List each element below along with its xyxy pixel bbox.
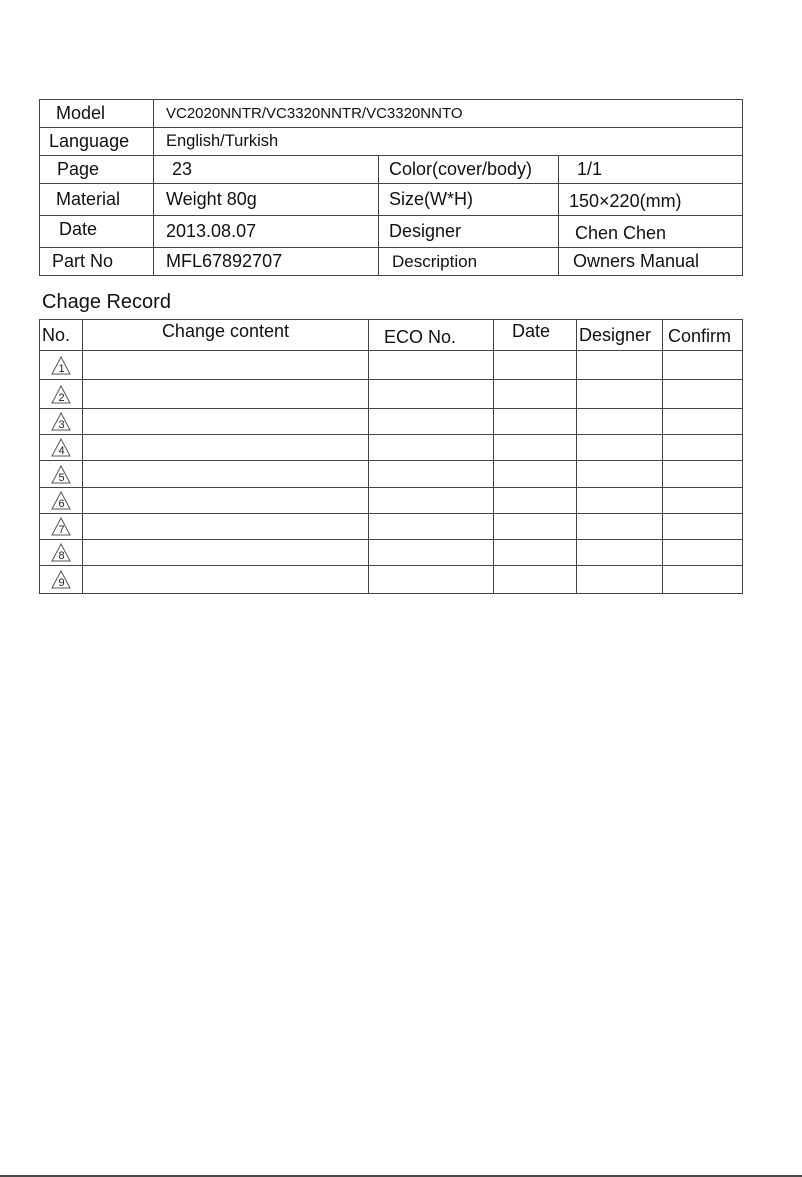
svg-text:7: 7 [58, 524, 65, 536]
content-cell [83, 514, 369, 540]
revision-triangle-icon [40, 540, 82, 565]
language-row [40, 128, 743, 156]
revision-triangle-icon [40, 461, 82, 487]
revision-number-cell [40, 435, 83, 461]
svg-text:8: 8 [58, 550, 65, 562]
change-record-row [40, 514, 743, 540]
date-cell [494, 566, 577, 594]
eco-cell [369, 488, 494, 514]
designer-cell [577, 488, 663, 514]
date-value: 2013.08.07 [154, 216, 379, 248]
confirm-cell [663, 409, 743, 435]
header-no: No. [40, 320, 83, 351]
designer-cell [577, 566, 663, 594]
designer-cell [577, 409, 663, 435]
eco-cell [369, 514, 494, 540]
date-cell [494, 351, 577, 380]
language-value: English/Turkish [154, 128, 743, 156]
header-date: Date [494, 320, 577, 351]
svg-text:6: 6 [58, 498, 65, 510]
revision-triangle-icon [40, 514, 82, 539]
confirm-cell [663, 566, 743, 594]
header-designer: Designer [577, 320, 663, 351]
confirm-cell [663, 540, 743, 566]
revision-number-cell [40, 488, 83, 514]
change-record-row [40, 351, 743, 380]
language-label: Language [40, 128, 154, 156]
eco-cell [369, 540, 494, 566]
page-label: Page [40, 156, 154, 184]
confirm-cell [663, 461, 743, 488]
content-cell [83, 409, 369, 435]
part-no-label: Part No [40, 248, 154, 276]
header-confirm: Confirm [663, 320, 743, 351]
change-record-title: Chage Record [42, 291, 171, 313]
content-cell [83, 566, 369, 594]
content-cell [83, 380, 369, 409]
content-cell [83, 435, 369, 461]
model-value: VC2020NNTR/VC3320NNTR/VC3320NNTO [154, 100, 743, 128]
color-label: Color(cover/body) [379, 156, 559, 184]
date-cell [494, 461, 577, 488]
revision-number-cell [40, 514, 83, 540]
size-value: 150×220(mm) [559, 184, 743, 216]
material-row [40, 184, 743, 216]
revision-triangle-icon [40, 488, 82, 513]
svg-text:9: 9 [58, 577, 65, 589]
change-record-table [39, 319, 743, 594]
eco-cell [369, 351, 494, 380]
model-row [40, 100, 743, 128]
date-cell [494, 409, 577, 435]
svg-text:5: 5 [58, 471, 65, 484]
revision-triangle-icon [40, 435, 82, 460]
confirm-cell [663, 514, 743, 540]
material-value: Weight 80g [154, 184, 379, 216]
eco-cell [369, 566, 494, 594]
date-cell [494, 435, 577, 461]
change-record-row [40, 566, 743, 594]
eco-cell [369, 435, 494, 461]
change-record-row [40, 409, 743, 435]
revision-number-cell [40, 409, 83, 435]
content-cell [83, 351, 369, 380]
designer-cell [577, 514, 663, 540]
svg-text:1: 1 [58, 362, 65, 375]
change-record-row [40, 380, 743, 409]
svg-text:4: 4 [58, 445, 65, 457]
content-cell [83, 461, 369, 488]
revision-number-cell [40, 351, 83, 380]
confirm-cell [663, 380, 743, 409]
change-record-header-row [40, 320, 743, 351]
color-value: 1/1 [559, 156, 743, 184]
designer-cell [577, 351, 663, 380]
revision-number-cell [40, 566, 83, 594]
revision-number-cell [40, 380, 83, 409]
change-record-row [40, 461, 743, 488]
designer-label: Designer [379, 216, 559, 248]
date-cell [494, 488, 577, 514]
content-cell [83, 540, 369, 566]
change-record-row [40, 435, 743, 461]
designer-cell [577, 540, 663, 566]
svg-text:2: 2 [58, 391, 65, 404]
svg-text:3: 3 [58, 419, 65, 431]
date-label: Date [40, 216, 154, 248]
page-row [40, 156, 743, 184]
confirm-cell [663, 351, 743, 380]
designer-value: Chen Chen [559, 216, 743, 248]
description-value: Owners Manual [559, 248, 743, 276]
revision-triangle-icon [40, 380, 82, 408]
eco-cell [369, 380, 494, 409]
eco-cell [369, 409, 494, 435]
revision-triangle-icon [40, 351, 82, 379]
designer-cell [577, 435, 663, 461]
eco-cell [369, 461, 494, 488]
change-record-row [40, 488, 743, 514]
model-label: Model [40, 100, 154, 128]
part-no-value: MFL67892707 [154, 248, 379, 276]
header-change-content: Change content [83, 320, 369, 351]
page-value: 23 [154, 156, 379, 184]
revision-number-cell [40, 540, 83, 566]
confirm-cell [663, 488, 743, 514]
date-cell [494, 380, 577, 409]
revision-triangle-icon [40, 566, 82, 593]
size-label: Size(W*H) [379, 184, 559, 216]
revision-number-cell [40, 461, 83, 488]
designer-cell [577, 461, 663, 488]
material-label: Material [40, 184, 154, 216]
designer-cell [577, 380, 663, 409]
description-label: Description [379, 248, 559, 276]
content-cell [83, 488, 369, 514]
document-info-table [39, 99, 743, 276]
date-cell [494, 540, 577, 566]
header-eco-no: ECO No. [369, 320, 494, 351]
revision-triangle-icon [40, 409, 82, 434]
date-row [40, 216, 743, 248]
change-record-row [40, 540, 743, 566]
part-no-row [40, 248, 743, 276]
confirm-cell [663, 435, 743, 461]
date-cell [494, 514, 577, 540]
